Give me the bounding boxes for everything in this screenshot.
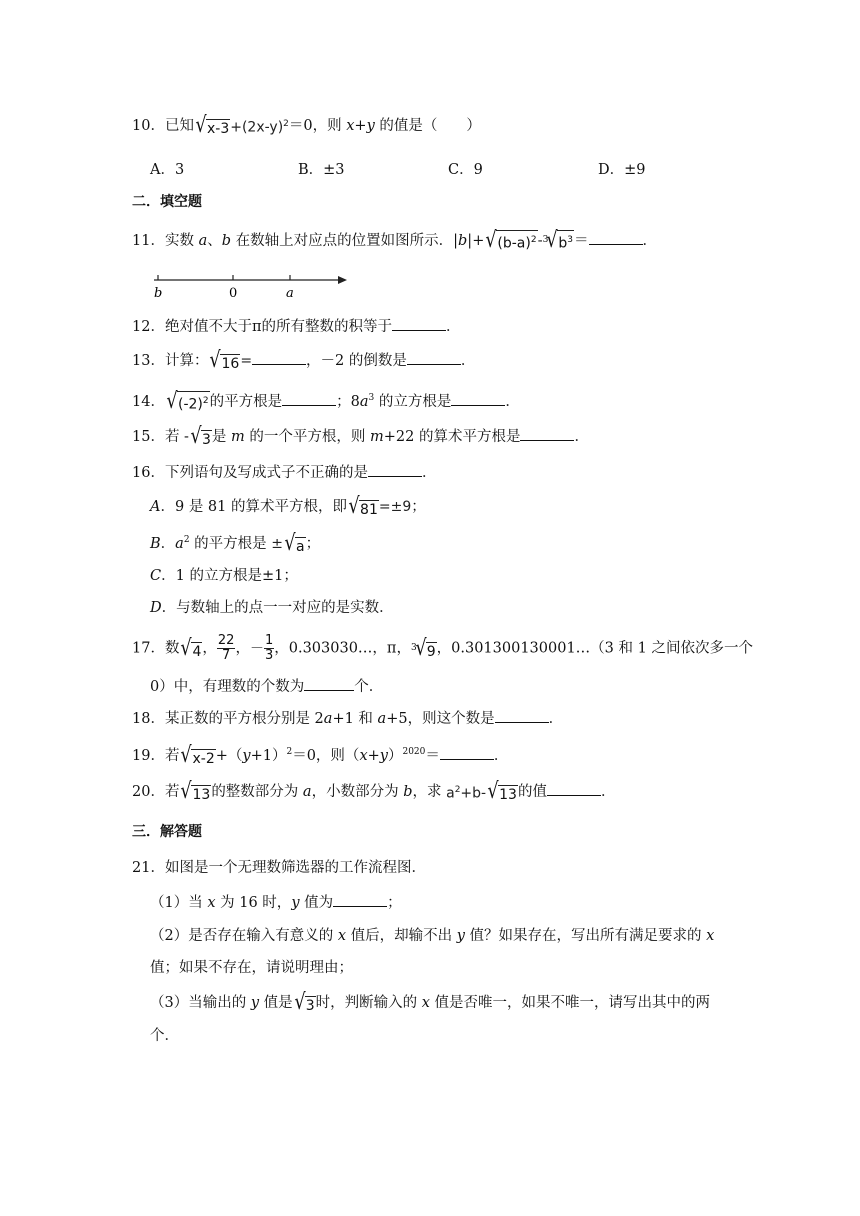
cube-root-expression: 3 √ 9 (410, 635, 436, 661)
variable: b (221, 233, 232, 249)
q20-text-4: ，求 (412, 783, 447, 800)
q20-text-2: 的整数部分为 (211, 783, 303, 800)
operator: + (367, 747, 380, 764)
q17-text: 数 (164, 640, 180, 657)
punct: ； (411, 499, 426, 515)
operator: = (240, 353, 253, 369)
q16-option-b (150, 530, 320, 555)
variable: a (446, 785, 455, 802)
variable: m (231, 429, 245, 445)
sqrt-expression: √ 3 (294, 990, 315, 1015)
q17-text-2: ，0.303030…，π， (274, 640, 411, 657)
question-number: 18． (132, 711, 165, 727)
q19-text: 若 (164, 747, 180, 764)
radicand: (-2) (177, 396, 203, 413)
variable: m (370, 429, 384, 445)
abs-term: |b| (453, 233, 473, 249)
punct: ， (202, 640, 217, 657)
punct: ； (305, 535, 321, 552)
question-number: 16． (132, 465, 165, 481)
part-text: 个． (150, 1028, 179, 1044)
part-text: （1）当 (150, 895, 208, 911)
q21-part-1 (150, 892, 402, 913)
operator: ＝ (425, 747, 440, 764)
option-dot: ． (160, 499, 175, 515)
operator: - (537, 233, 543, 249)
question-18 (132, 708, 563, 729)
number-line-figure (152, 272, 348, 302)
option-label: C (150, 568, 162, 584)
section-heading-solve: 三．解答题 (132, 824, 202, 840)
sqrt-expression: √ x-2 (180, 742, 215, 768)
q20-text-3: ，小数部分为 (311, 783, 404, 800)
q20-text-5: 的值 (517, 783, 547, 800)
punct: ． (574, 429, 589, 445)
sqrt-expression: √ 13 (180, 778, 211, 804)
sqrt-expression: √ 13 (487, 778, 517, 804)
question-10 (132, 114, 481, 138)
part-text: （2）是否存在输入有意义的 (150, 928, 338, 944)
q10-option-b[interactable]: B．±3 (298, 162, 345, 178)
answer-blank[interactable] (451, 391, 505, 406)
plus-minus: ± (271, 535, 283, 552)
punct: ） (387, 747, 403, 764)
question-number: 17． (132, 640, 165, 657)
variable: a (198, 233, 208, 249)
radicand: 4 (192, 643, 202, 660)
axis-label-b: b (154, 286, 163, 301)
punct: ． (460, 353, 476, 369)
operator: － (249, 640, 264, 657)
question-20 (132, 780, 615, 804)
question-11 (132, 230, 657, 252)
variable: a (377, 711, 387, 727)
variable: y (456, 928, 465, 944)
question-17-line-2 (150, 676, 383, 697)
denominator: 3 (264, 648, 274, 663)
question-16 (132, 462, 436, 483)
variable: a (302, 783, 312, 800)
fraction (217, 634, 236, 663)
part-text: 值后，却输不出 (346, 928, 457, 944)
q12-text: 绝对值不大于π的所有整数的积等于 (164, 319, 392, 335)
exponent: 2 (454, 785, 461, 795)
radicand: a (296, 538, 305, 555)
question-number: 11． (132, 233, 165, 249)
option-text: 的平方根是 (189, 535, 272, 552)
q15-text-4: +22 的算术平方根是 (383, 429, 521, 445)
option-label: D (150, 600, 162, 616)
q15-text-2: 是 (211, 429, 232, 445)
axis-label-zero: 0 (229, 286, 238, 301)
answer-blank[interactable] (333, 892, 387, 907)
option-text: 9 是 81 的算术平方根，即 (174, 499, 347, 515)
answer-blank[interactable] (282, 391, 336, 406)
q21-part-2 (150, 926, 714, 946)
q14-text-3: 的立方根是 (374, 393, 452, 410)
q10-option-a[interactable]: A．3 (150, 162, 185, 178)
sqrt-expression: √ 16 (209, 348, 240, 373)
q15-text: 若 - (164, 429, 189, 445)
math-text: +b- (460, 785, 487, 802)
q19-text-2: +（ (215, 747, 243, 764)
radicand: b (558, 236, 568, 252)
radicand: (b-a) (497, 236, 531, 252)
numerator: 22 (217, 633, 235, 648)
question-13 (132, 350, 475, 372)
q18-text-2: +1 和 (332, 711, 378, 727)
part-text: 值是否唯一，如果不唯一，请写出其中的两 (429, 995, 711, 1011)
sqrt-expression: √ 81 (348, 494, 378, 519)
exponent: 2 (183, 535, 190, 545)
exponent: 2 (202, 396, 209, 407)
variable: x (706, 928, 715, 944)
q18-text-3: +5，则这个数是 (386, 711, 495, 727)
operator: + (472, 233, 485, 249)
variable: x (337, 928, 347, 944)
answer-blank[interactable] (304, 676, 354, 691)
variable: x (359, 747, 368, 764)
numerator: 1 (264, 633, 274, 648)
axis-label-a: a (286, 286, 294, 301)
sqrt-expression: √ a (284, 530, 305, 556)
variable: x+y (346, 117, 375, 134)
variable: a (175, 535, 184, 552)
option-label: B (150, 535, 161, 552)
q10-text: 已知 (164, 117, 194, 134)
sqrt-expression: √ $(b-a)^2$ (485, 228, 537, 253)
punct: ． (548, 711, 564, 727)
variable: y (379, 747, 388, 764)
q16-option-a (150, 496, 426, 518)
q15-text-3: 的一个平方根，则 (244, 429, 370, 445)
exponent: 2 (286, 747, 293, 757)
q10-option-d[interactable]: D．±9 (598, 162, 646, 178)
answer-blank[interactable] (368, 462, 422, 477)
answer-blank[interactable] (392, 316, 446, 331)
section-heading-fill-in: 二．填空题 (132, 194, 202, 210)
answer-blank[interactable] (495, 708, 549, 723)
punct: ． (642, 233, 658, 249)
answer-blank[interactable] (547, 781, 601, 796)
q21-part-3 (150, 992, 710, 1014)
q17-text-4: 0）中，有理数的个数为 (150, 679, 305, 695)
sqrt-expression: √ 3 (190, 424, 211, 449)
sqrt-expression: √ $(-2)^2$ (166, 388, 209, 414)
denominator: 7 (222, 648, 231, 663)
q17-text-3: ，0.301300130001…（3 和 1 之间依次多一个 (436, 640, 753, 657)
variable: a (323, 711, 333, 727)
option-dot: ． (161, 568, 176, 584)
q14-text-2: ；8 (336, 393, 360, 410)
q10-text-2: ＝0，则 (288, 117, 347, 134)
question-number: 10． (132, 117, 165, 134)
q20-text: 若 (164, 783, 180, 800)
part-text: 值是 (259, 995, 293, 1011)
option-label: A (150, 499, 161, 515)
root-index: 3 (410, 642, 417, 653)
variable: b (403, 783, 413, 800)
radicand: 16 (221, 356, 240, 372)
q18-text: 某正数的平方根分别是 2 (164, 711, 324, 727)
exponent: 2 (283, 119, 289, 129)
question-17 (132, 634, 753, 663)
answer-blank[interactable] (589, 230, 643, 245)
math-term (230, 114, 289, 138)
part-text: （3）当输出的 (150, 995, 251, 1011)
punct: ． (445, 319, 461, 335)
radicand: 3 (202, 432, 211, 448)
variable: y (242, 747, 251, 764)
fraction (264, 634, 274, 663)
answer-blank[interactable] (520, 426, 574, 441)
cube-root-expression: 3 √ $b^3$ (542, 228, 574, 253)
part-text: 值为 (299, 895, 334, 911)
q16-option-c (150, 566, 298, 586)
option-dot: ． (161, 600, 177, 616)
answer-blank[interactable] (407, 350, 461, 365)
variable: x (421, 995, 430, 1011)
question-number: 13． (132, 353, 165, 369)
option-text: 与数轴上的点一一对应的是实数． (176, 600, 394, 616)
radicand: 13 (499, 786, 517, 803)
q19-text-4: ＝0，则（ (292, 747, 360, 764)
q11-text-2: 在数轴上对应点的位置如图所示． (231, 233, 454, 249)
radicand: x-2 (192, 750, 215, 767)
q21-part-3-line-2 (150, 1026, 179, 1046)
q13-text: 计算： (164, 353, 209, 369)
sqrt-expression: √ 4 (180, 635, 202, 661)
punct: ． (493, 747, 509, 764)
q21-text: 如图是一个无理数筛选器的工作流程图． (164, 860, 426, 876)
q10-text-3: 的值是（ ） (374, 117, 481, 134)
answer-blank[interactable] (252, 350, 306, 365)
question-number: 12． (132, 319, 165, 335)
variable: a (359, 393, 369, 410)
punct: ； (387, 895, 402, 911)
part-text: 时，判断输入的 (315, 995, 422, 1011)
q16-option-d (150, 598, 394, 618)
exponent: 2020 (402, 747, 426, 757)
q11-sep: 、 (207, 233, 222, 249)
question-number: 15． (132, 429, 165, 445)
q19-text-3: +1） (250, 747, 287, 764)
question-21 (132, 858, 426, 878)
question-14 (132, 388, 520, 413)
question-12 (132, 316, 460, 337)
root-index: 3 (542, 235, 549, 245)
question-number: 19． (132, 747, 165, 764)
exponent: 2 (530, 235, 537, 246)
q21-part-2-line-2 (150, 958, 353, 978)
q13-text-2: ，－2 的倒数是 (306, 353, 407, 369)
q10-option-c[interactable]: C．9 (448, 162, 483, 178)
q11-text: 实数 (164, 233, 199, 249)
variable: y (291, 895, 300, 911)
option-text: 1 的立方根是±1； (175, 568, 298, 584)
option-dot: ． (160, 535, 176, 552)
punct: ． (600, 783, 616, 800)
question-19 (132, 742, 508, 767)
sqrt-expression: √ x-3 (195, 112, 230, 138)
exponent: 3 (567, 235, 574, 246)
axis-arrow-icon (338, 276, 347, 284)
exponent: 3 (368, 393, 375, 403)
punct: ， (235, 640, 250, 657)
math-text: =±9 (378, 499, 412, 515)
radicand: 9 (426, 643, 436, 660)
math-text: +(2x-y) (230, 119, 284, 136)
radicand: x-3 (206, 120, 230, 137)
variable: x (207, 895, 216, 911)
variable: y (250, 995, 260, 1011)
part-text: 为 16 时， (215, 895, 292, 911)
question-15 (132, 426, 589, 448)
radicand: 81 (360, 502, 378, 518)
question-number: 21． (132, 860, 165, 876)
punct: ． (505, 393, 520, 410)
part-text: 值；如果不存在，请说明理由； (150, 960, 353, 976)
q16-text: 下列语句及写成式子不正确的是 (164, 465, 368, 481)
punct: ． (421, 465, 437, 481)
operator: ＝ (574, 233, 589, 249)
q17-text-5: 个． (354, 679, 384, 695)
q14-text: 的平方根是 (209, 393, 283, 410)
radicand: 3 (305, 998, 315, 1014)
radicand: 13 (192, 786, 211, 803)
question-number: 14． (132, 393, 165, 410)
answer-blank[interactable] (440, 745, 494, 760)
part-text: 值？如果存在，写出所有满足要求的 (464, 928, 707, 944)
math-expression (446, 780, 486, 804)
question-number: 20． (132, 783, 165, 800)
